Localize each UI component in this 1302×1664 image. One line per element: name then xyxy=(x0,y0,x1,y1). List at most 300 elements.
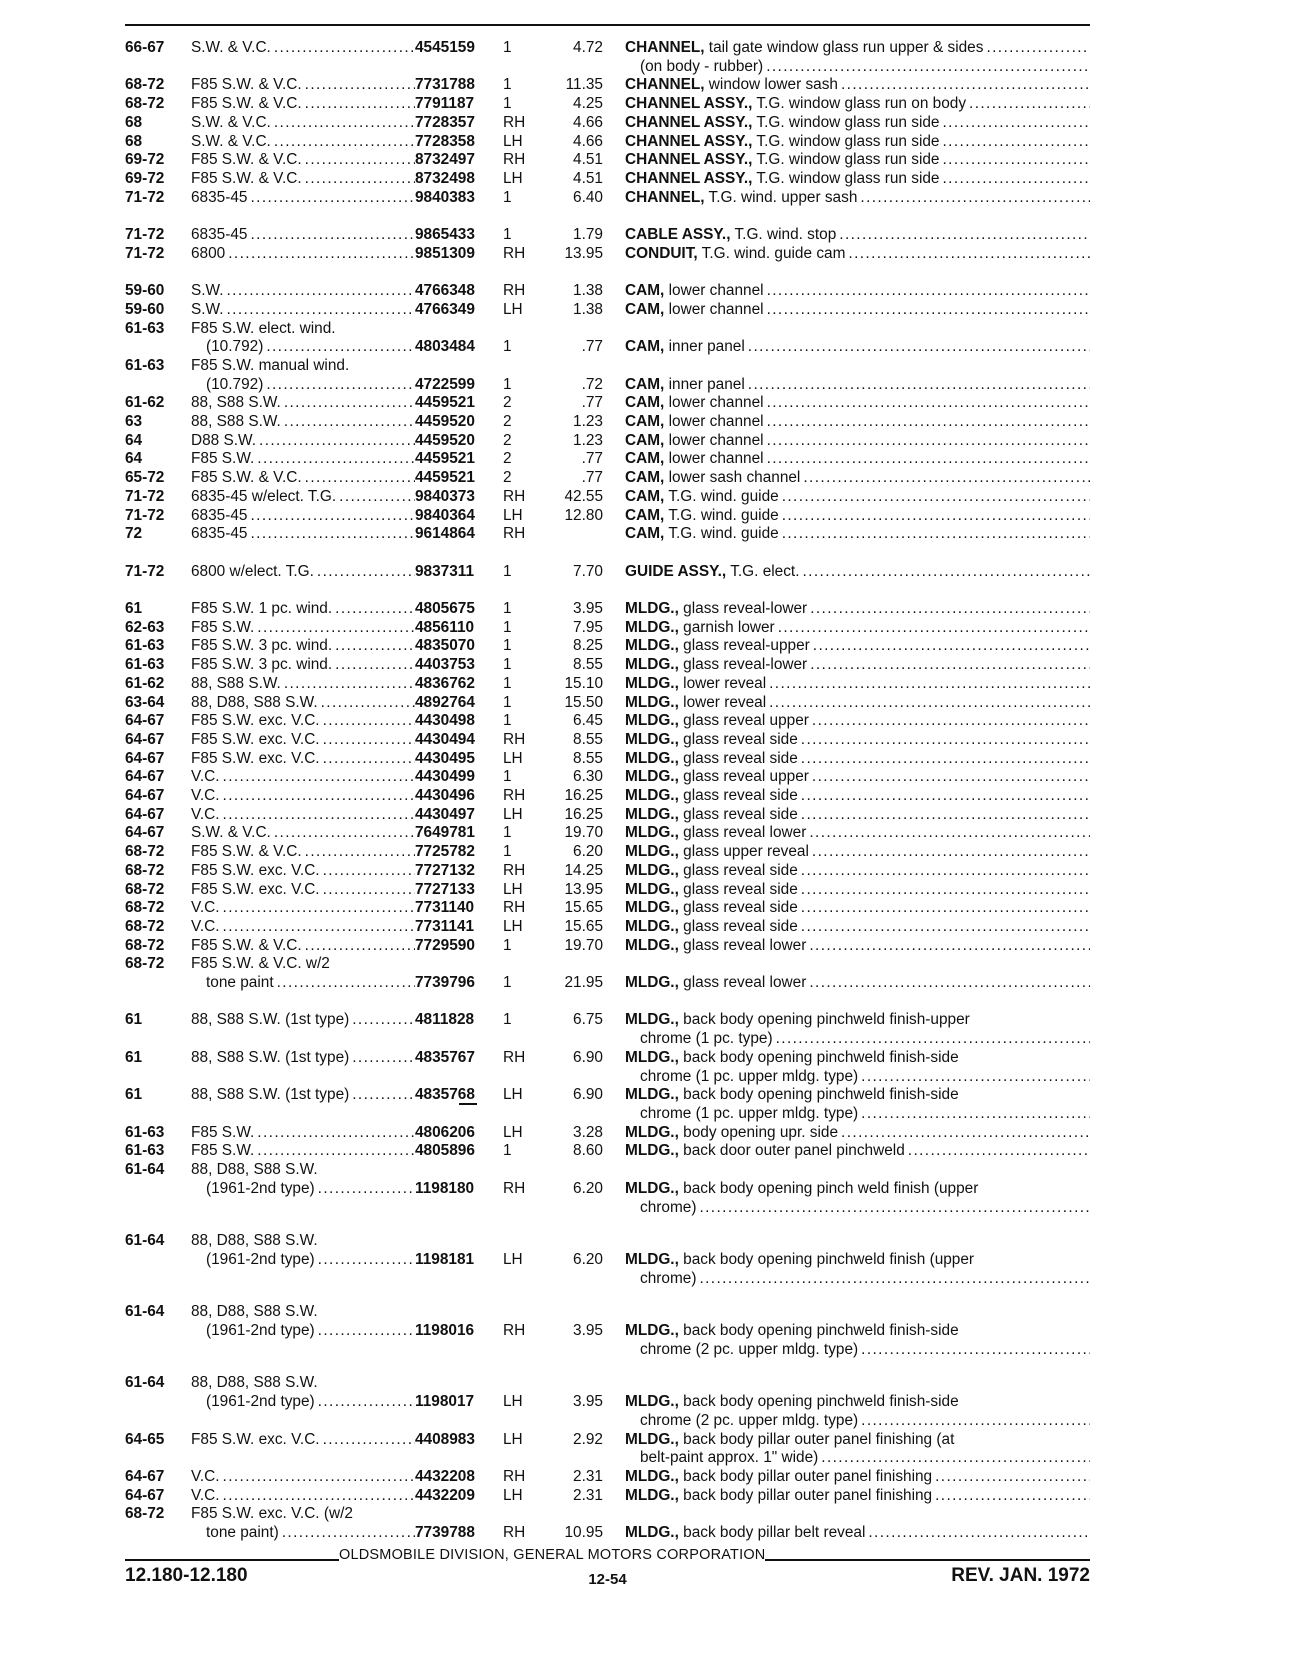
model-cell xyxy=(191,675,415,694)
description-cell xyxy=(625,1068,1090,1087)
part-number-cell xyxy=(415,432,503,451)
price-cell xyxy=(537,1524,603,1543)
year-range: 71-72 xyxy=(125,226,165,244)
description-text: T.G. wind. guide cam xyxy=(697,244,846,262)
description-name: CAM, xyxy=(625,282,665,300)
part-number: 9865433 xyxy=(415,226,475,244)
quantity-cell xyxy=(503,881,537,900)
quantity: 1 xyxy=(503,95,512,113)
description-cell xyxy=(625,955,1090,974)
model-cell xyxy=(191,1251,415,1270)
description-text: back door outer panel pinchweld xyxy=(678,1142,905,1160)
price: .77 xyxy=(581,469,603,487)
dot-leader xyxy=(935,1487,1090,1506)
price: 6.75 xyxy=(573,1011,603,1029)
description xyxy=(625,768,809,787)
description xyxy=(625,114,940,133)
part-row xyxy=(125,301,1090,320)
dot-leader xyxy=(274,133,415,152)
description-cell xyxy=(625,787,1090,806)
year-cell xyxy=(125,955,191,974)
price: 8.55 xyxy=(573,749,603,767)
model-cell xyxy=(191,955,415,974)
quantity: RH xyxy=(503,151,526,169)
part-row-continuation xyxy=(125,1030,1090,1049)
quantity: 1 xyxy=(503,1142,512,1160)
model-cell xyxy=(191,151,415,170)
year-cell xyxy=(125,1449,191,1468)
year-range: 61 xyxy=(125,1086,143,1104)
dot-leader xyxy=(776,1030,1090,1049)
description xyxy=(625,226,836,245)
quantity: LH xyxy=(503,1430,523,1448)
dot-leader xyxy=(860,189,1090,208)
quantity-cell xyxy=(503,955,537,974)
dot-leader xyxy=(748,376,1090,395)
year-cell xyxy=(125,843,191,862)
part-number-cell xyxy=(415,39,503,58)
price-cell xyxy=(537,787,603,806)
price-cell xyxy=(537,675,603,694)
part-number: 8732497 xyxy=(415,151,475,169)
price: 1.23 xyxy=(573,431,603,449)
quantity: RH xyxy=(503,1524,526,1542)
quantity-cell xyxy=(503,712,537,731)
part-row xyxy=(125,95,1090,114)
description xyxy=(640,1270,696,1289)
part-number-cell xyxy=(415,394,503,413)
dot-leader xyxy=(352,1011,415,1030)
quantity-cell xyxy=(503,1086,537,1105)
dot-leader xyxy=(318,1322,415,1341)
description-cell xyxy=(625,338,1090,357)
year-cell xyxy=(125,619,191,638)
part-row xyxy=(125,1251,1090,1270)
part-row xyxy=(125,1142,1090,1161)
year-cell xyxy=(125,918,191,937)
year-range: 71-72 xyxy=(125,188,165,206)
quantity-cell xyxy=(503,637,537,656)
description xyxy=(625,450,764,469)
quantity: LH xyxy=(503,1123,523,1141)
part-number-cell xyxy=(415,974,503,993)
part-row xyxy=(125,974,1090,993)
description-cell xyxy=(625,376,1090,395)
year-cell xyxy=(125,1341,191,1360)
description xyxy=(625,133,940,152)
description-cell xyxy=(625,563,1090,582)
description-cell xyxy=(625,1431,1090,1450)
year-range: 61-62 xyxy=(125,394,165,412)
part-row xyxy=(125,656,1090,675)
description-name: MLDG., xyxy=(625,880,679,898)
price-cell xyxy=(537,1105,603,1124)
part-row xyxy=(125,226,1090,245)
dot-leader xyxy=(250,525,415,544)
part-row xyxy=(125,507,1090,526)
quantity-cell xyxy=(503,189,537,208)
description-cell xyxy=(625,843,1090,862)
model-cell xyxy=(191,39,415,58)
model-cell xyxy=(191,563,415,582)
model-cell xyxy=(191,1322,415,1341)
dot-leader xyxy=(868,1524,1090,1543)
description-text: chrome (1 pc. upper mldg. type) xyxy=(640,1105,859,1122)
year-range: 68-72 xyxy=(125,880,165,898)
model-name: F85 S.W. & V.C. xyxy=(191,76,302,94)
part-number-cell xyxy=(415,1505,503,1524)
part-number-cell xyxy=(415,899,503,918)
description-text: chrome (2 pc. upper mldg. type) xyxy=(640,1411,859,1429)
year-cell xyxy=(125,899,191,918)
quantity-cell xyxy=(503,76,537,95)
price-cell xyxy=(537,320,603,339)
price-cell xyxy=(537,1322,603,1341)
dot-leader xyxy=(305,469,415,488)
year-cell xyxy=(125,1412,191,1431)
quantity-cell xyxy=(503,600,537,619)
part-number: 7729590 xyxy=(415,936,475,954)
quantity: 1 xyxy=(503,562,512,580)
dot-leader xyxy=(227,301,416,320)
quantity: LH xyxy=(503,880,523,898)
description-text: lower channel xyxy=(664,282,764,300)
description-cell xyxy=(625,58,1090,77)
dot-leader xyxy=(274,824,415,843)
part-number: 4545159 xyxy=(415,39,475,56)
year-cell xyxy=(125,563,191,582)
year-range: 68-72 xyxy=(125,95,165,113)
description-text: glass reveal side xyxy=(678,730,798,748)
description xyxy=(625,301,764,320)
description-text: chrome) xyxy=(640,1269,697,1287)
description xyxy=(625,1393,959,1412)
part-number-cell xyxy=(415,1449,503,1468)
model-cell xyxy=(191,413,415,432)
part-row xyxy=(125,1468,1090,1487)
quantity-cell xyxy=(503,1124,537,1143)
description-cell xyxy=(625,525,1090,544)
part-number-cell xyxy=(415,768,503,787)
year-range: 72 xyxy=(125,525,143,543)
quantity-cell xyxy=(503,338,537,357)
model-cell xyxy=(191,245,415,264)
year-cell xyxy=(125,1199,191,1218)
description-name: MLDG., xyxy=(625,656,679,674)
year-cell xyxy=(125,731,191,750)
model-cell xyxy=(191,619,415,638)
description-cell xyxy=(625,1049,1090,1068)
description-cell xyxy=(625,694,1090,713)
description-name: CHANNEL ASSY., xyxy=(625,113,753,131)
description-cell xyxy=(625,413,1090,432)
part-row-continuation xyxy=(125,58,1090,77)
year-cell xyxy=(125,1011,191,1030)
quantity-cell xyxy=(503,862,537,881)
quantity-cell xyxy=(503,768,537,787)
model-name: F85 S.W. exc. V.C. xyxy=(191,712,320,730)
model-name: F85 S.W. & V.C. xyxy=(191,843,302,861)
dot-leader xyxy=(801,881,1090,900)
page-number: 12-54 xyxy=(588,1571,627,1588)
part-number: 4835767 xyxy=(415,1048,475,1066)
part-row-continuation xyxy=(125,1449,1090,1468)
part-number-cell xyxy=(415,824,503,843)
quantity: 1 xyxy=(503,618,512,636)
part-number: 4430498 xyxy=(415,712,475,730)
part-number: 7727133 xyxy=(415,880,475,898)
dot-leader xyxy=(908,1142,1090,1161)
part-number-cell xyxy=(415,1487,503,1506)
description-cell xyxy=(625,1449,1090,1468)
description xyxy=(625,1322,959,1341)
model-cell xyxy=(191,600,415,619)
dot-leader xyxy=(767,394,1090,413)
dot-leader xyxy=(969,95,1090,114)
model-name: 6800 w/elect. T.G. xyxy=(191,562,314,580)
price: 6.45 xyxy=(573,712,603,730)
year-range: 69-72 xyxy=(125,151,165,169)
description-cell xyxy=(625,862,1090,881)
price-cell xyxy=(537,1468,603,1487)
part-number: 4430499 xyxy=(415,768,475,786)
quantity-cell xyxy=(503,899,537,918)
description-cell xyxy=(625,114,1090,133)
part-row-continuation xyxy=(125,1270,1090,1289)
price: 6.30 xyxy=(573,768,603,786)
description xyxy=(625,843,809,862)
description-cell xyxy=(625,282,1090,301)
price: 4.25 xyxy=(573,95,603,113)
description-text: back body pillar outer panel finishing xyxy=(678,1467,933,1485)
part-number-cell xyxy=(415,881,503,900)
model-name: 6800 xyxy=(191,244,226,262)
part-number-cell xyxy=(415,675,503,694)
quantity: LH xyxy=(503,805,523,823)
part-row xyxy=(125,619,1090,638)
description xyxy=(625,712,809,731)
part-number: 7727132 xyxy=(415,861,475,879)
model-cell xyxy=(191,394,415,413)
model-name: S.W. & V.C. xyxy=(191,132,271,150)
price: 2.92 xyxy=(573,1430,603,1448)
quantity: RH xyxy=(503,899,526,917)
quantity: 1 xyxy=(503,656,512,674)
part-number-cell xyxy=(415,338,503,357)
part-number: 4430496 xyxy=(415,787,475,805)
price: 2.31 xyxy=(573,1486,603,1504)
dot-leader xyxy=(266,376,415,395)
description-cell xyxy=(625,1161,1090,1180)
year-range: 68-72 xyxy=(125,76,165,94)
year-cell xyxy=(125,1303,191,1322)
part-row xyxy=(125,450,1090,469)
part-number: 9840373 xyxy=(415,487,475,505)
quantity: 2 xyxy=(503,413,512,431)
year-cell xyxy=(125,1142,191,1161)
description-name: CAM, xyxy=(625,300,665,318)
year-cell xyxy=(125,881,191,900)
model-name: F85 S.W. manual wind. xyxy=(191,356,350,374)
part-number: 4459521 xyxy=(415,450,475,468)
dot-leader xyxy=(748,338,1090,357)
description-name: CAM, xyxy=(625,431,665,449)
quantity-cell xyxy=(503,320,537,339)
price-cell xyxy=(537,394,603,413)
part-number-cell xyxy=(415,1341,503,1360)
dot-leader xyxy=(861,1341,1090,1360)
model-name: V.C. xyxy=(191,899,220,917)
dash-mark xyxy=(459,1103,477,1105)
dot-leader xyxy=(935,1468,1090,1487)
part-number-cell xyxy=(415,1303,503,1322)
year-cell xyxy=(125,320,191,339)
part-row xyxy=(125,675,1090,694)
year-cell xyxy=(125,600,191,619)
description-name: MLDG., xyxy=(625,637,679,655)
dot-leader xyxy=(223,787,415,806)
quantity: RH xyxy=(503,861,526,879)
price-cell xyxy=(537,824,603,843)
year-cell xyxy=(125,450,191,469)
quantity: RH xyxy=(503,1322,526,1340)
dot-leader xyxy=(848,245,1090,264)
description-text: back body pillar belt reveal xyxy=(678,1524,866,1542)
quantity: 1 xyxy=(503,338,512,356)
price-cell xyxy=(537,133,603,152)
model-name: 88, S88 S.W. (1st type) xyxy=(191,1048,350,1066)
model-cell xyxy=(191,1124,415,1143)
description-name: CHANNEL ASSY., xyxy=(625,169,753,187)
dot-leader xyxy=(767,301,1090,320)
part-row xyxy=(125,563,1090,582)
year-range: 64-65 xyxy=(125,1430,165,1448)
year-cell xyxy=(125,974,191,993)
description-cell xyxy=(625,750,1090,769)
dot-leader xyxy=(274,39,415,58)
description xyxy=(625,245,845,264)
description-text: glass reveal side xyxy=(678,917,798,935)
quantity: RH xyxy=(503,525,526,543)
part-row xyxy=(125,1011,1090,1030)
description-text: T.G. wind. guide xyxy=(664,487,779,505)
quantity-cell xyxy=(503,937,537,956)
description-name: MLDG., xyxy=(625,618,679,636)
model-cell xyxy=(191,1374,415,1393)
part-number: 4432209 xyxy=(415,1486,475,1504)
price: 4.66 xyxy=(573,132,603,150)
part-row xyxy=(125,1303,1090,1322)
price-cell xyxy=(537,955,603,974)
part-number: 4430494 xyxy=(415,730,475,748)
model-name: 6835-45 xyxy=(191,188,248,206)
model-cell xyxy=(191,843,415,862)
quantity: 1 xyxy=(503,712,512,730)
model-name: F85 S.W. & V.C. xyxy=(191,95,302,113)
quantity-cell xyxy=(503,1449,537,1468)
dot-leader xyxy=(277,974,415,993)
price: 15.50 xyxy=(564,693,603,711)
description-cell xyxy=(625,637,1090,656)
description xyxy=(625,1180,978,1199)
price-cell xyxy=(537,376,603,395)
description-text: back body pillar outer panel finishing (at xyxy=(678,1430,955,1448)
description-name: CHANNEL, xyxy=(625,188,705,206)
part-number-cell xyxy=(415,1374,503,1393)
description-name: MLDG., xyxy=(625,787,679,805)
year-cell xyxy=(125,376,191,395)
price: 16.25 xyxy=(564,787,603,805)
page-footer xyxy=(125,1547,1090,1591)
year-range: 64-67 xyxy=(125,712,165,730)
description-cell xyxy=(625,245,1090,264)
description xyxy=(625,600,807,619)
part-number-cell xyxy=(415,95,503,114)
dot-leader xyxy=(257,1142,415,1161)
price-cell xyxy=(537,619,603,638)
price: 7.95 xyxy=(573,618,603,636)
model-name: 88, S88 S.W. xyxy=(191,413,281,431)
description-cell xyxy=(625,226,1090,245)
model-name: F85 S.W. & V.C. xyxy=(191,936,302,954)
quantity-cell xyxy=(503,656,537,675)
part-number: 7791187 xyxy=(415,95,475,113)
dot-leader xyxy=(943,170,1091,189)
model-name: 6835-45 w/elect. T.G. xyxy=(191,487,337,505)
price-cell xyxy=(537,1449,603,1468)
part-number: 4432208 xyxy=(415,1467,475,1485)
description-cell xyxy=(625,133,1090,152)
description xyxy=(625,525,779,544)
description-name: MLDG., xyxy=(625,674,679,692)
price-cell xyxy=(537,189,603,208)
price: 13.95 xyxy=(564,244,603,262)
dot-leader xyxy=(352,1049,415,1068)
year-cell xyxy=(125,1374,191,1393)
description-name: CHANNEL ASSY., xyxy=(625,151,753,169)
part-number-cell xyxy=(415,320,503,339)
part-row xyxy=(125,320,1090,339)
description-text: glass reveal side xyxy=(678,880,798,898)
year-cell xyxy=(125,114,191,133)
description xyxy=(625,394,764,413)
description-cell xyxy=(625,1030,1090,1049)
quantity-cell xyxy=(503,39,537,58)
quantity-cell xyxy=(503,1199,537,1218)
dot-leader xyxy=(782,507,1090,526)
year-range: 64 xyxy=(125,431,143,449)
price: 3.28 xyxy=(573,1123,603,1141)
quantity-cell xyxy=(503,1270,537,1289)
model-name: (10.792) xyxy=(206,375,264,393)
description-name: MLDG., xyxy=(625,1322,679,1340)
description xyxy=(640,1412,858,1431)
part-row xyxy=(125,1431,1090,1450)
quantity-cell xyxy=(503,413,537,432)
description-cell xyxy=(625,675,1090,694)
part-number-cell xyxy=(415,656,503,675)
part-number-cell xyxy=(415,1431,503,1450)
dot-leader xyxy=(259,432,415,451)
quantity: LH xyxy=(503,1086,523,1104)
description-cell xyxy=(625,1341,1090,1360)
model-name: 88, S88 S.W. xyxy=(191,394,281,412)
description xyxy=(625,95,966,114)
model-name: 88, D88, S88 S.W. xyxy=(191,1232,318,1250)
dot-leader xyxy=(223,1468,415,1487)
model-cell xyxy=(191,637,415,656)
part-number: 4803484 xyxy=(415,338,475,356)
